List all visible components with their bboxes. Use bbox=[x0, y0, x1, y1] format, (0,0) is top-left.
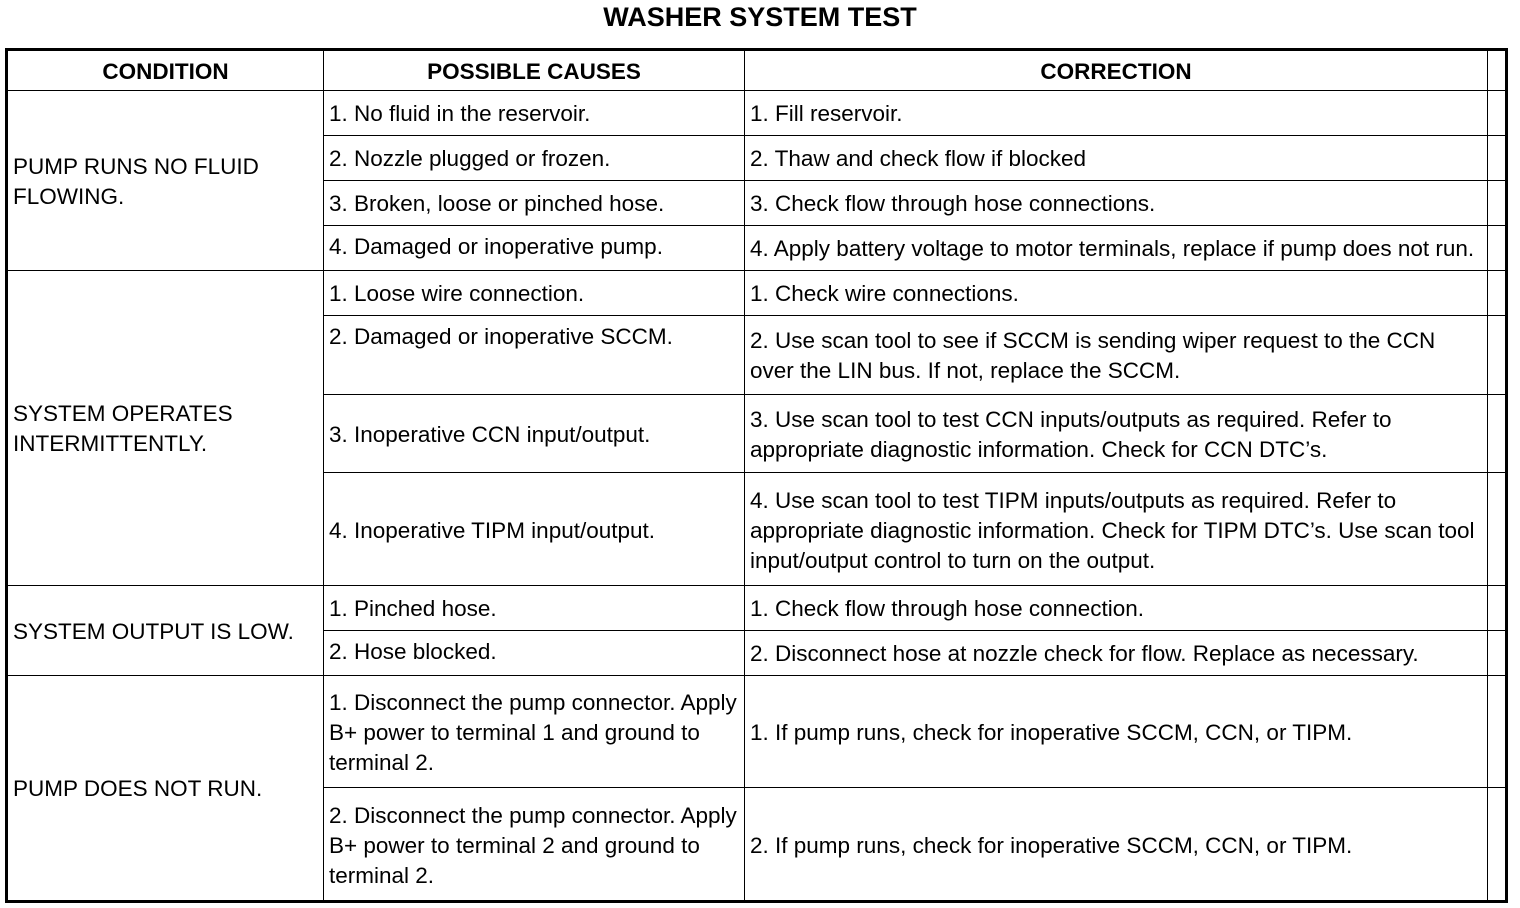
cause-cell: 4. Damaged or inoperative pump. bbox=[324, 225, 745, 270]
condition-cell: PUMP RUNS NO FLUID FLOWING. bbox=[7, 91, 324, 271]
spacer-cell bbox=[1488, 585, 1507, 630]
spacer-cell bbox=[1488, 270, 1507, 315]
cause-cell: 2. Damaged or inoperative SCCM. bbox=[324, 315, 745, 394]
correction-cell: 2. If pump runs, check for inoperative SCCM, CCN, or TIPM. bbox=[745, 788, 1488, 902]
correction-cell: 3. Use scan tool to test CCN inputs/outputs as required. Refer to appropriate diagnostic information. Check for CCN DTC’s. bbox=[745, 394, 1488, 473]
correction-cell: 2. Use scan tool to see if SCCM is sending wiper request to the CCN over the LIN bus. If not, replace the SCCM. bbox=[745, 315, 1488, 394]
spacer-cell bbox=[1488, 394, 1507, 473]
cause-cell: 3. Broken, loose or pinched hose. bbox=[324, 180, 745, 225]
cause-cell: 1. No fluid in the reservoir. bbox=[324, 91, 745, 136]
spacer-cell bbox=[1488, 630, 1507, 675]
spacer-cell bbox=[1488, 675, 1507, 787]
correction-cell: 3. Check flow through hose connections. bbox=[745, 180, 1488, 225]
spacer-cell bbox=[1488, 315, 1507, 394]
spacer-cell bbox=[1488, 91, 1507, 136]
cause-cell: 1. Pinched hose. bbox=[324, 585, 745, 630]
table-row bbox=[7, 270, 1507, 315]
condition-cell: SYSTEM OPERATES INTERMITTENTLY. bbox=[7, 270, 324, 585]
cause-cell: 2. Hose blocked. bbox=[324, 630, 745, 675]
cause-cell: 1. Loose wire connection. bbox=[324, 270, 745, 315]
spacer-cell bbox=[1488, 788, 1507, 902]
correction-cell: 1. Fill reservoir. bbox=[745, 91, 1488, 136]
correction-cell: 4. Use scan tool to test TIPM inputs/outputs as required. Refer to appropriate diagnostic information. Check for TIPM DTC’s. Use scan tool input/output control to turn on the output. bbox=[745, 473, 1488, 585]
washer-test-table bbox=[5, 48, 1508, 903]
table-row bbox=[7, 675, 1507, 787]
cause-cell: 1. Disconnect the pump connector. Apply B+ power to terminal 1 and ground to terminal 2. bbox=[324, 675, 745, 787]
correction-cell: 1. If pump runs, check for inoperative SCCM, CCN, or TIPM. bbox=[745, 675, 1488, 787]
table-row bbox=[7, 585, 1507, 630]
correction-cell: 2. Disconnect hose at nozzle check for flow. Replace as necessary. bbox=[745, 630, 1488, 675]
header-condition: CONDITION bbox=[7, 50, 324, 91]
page-title: WASHER SYSTEM TEST bbox=[603, 2, 917, 32]
condition-cell: SYSTEM OUTPUT IS LOW. bbox=[7, 585, 324, 675]
spacer-cell bbox=[1488, 225, 1507, 270]
header-row bbox=[7, 50, 1507, 91]
cause-cell: 4. Inoperative TIPM input/output. bbox=[324, 473, 745, 585]
cause-cell: 2. Disconnect the pump connector. Apply B+ power to terminal 2 and ground to terminal 2. bbox=[324, 788, 745, 902]
header-possible-causes: POSSIBLE CAUSES bbox=[324, 50, 745, 91]
spacer-cell bbox=[1488, 473, 1507, 585]
correction-cell: 2. Thaw and check flow if blocked bbox=[745, 135, 1488, 180]
header-spacer bbox=[1488, 50, 1507, 91]
spacer-cell bbox=[1488, 135, 1507, 180]
correction-cell: 1. Check wire connections. bbox=[745, 270, 1488, 315]
correction-cell: 4. Apply battery voltage to motor terminals, replace if pump does not run. bbox=[745, 225, 1488, 270]
cause-cell: 2. Nozzle plugged or frozen. bbox=[324, 135, 745, 180]
header-correction: CORRECTION bbox=[745, 50, 1488, 91]
correction-cell: 1. Check flow through hose connection. bbox=[745, 585, 1488, 630]
cause-cell: 3. Inoperative CCN input/output. bbox=[324, 394, 745, 473]
spacer-cell bbox=[1488, 180, 1507, 225]
table-row bbox=[7, 91, 1507, 136]
condition-cell: PUMP DOES NOT RUN. bbox=[7, 675, 324, 901]
